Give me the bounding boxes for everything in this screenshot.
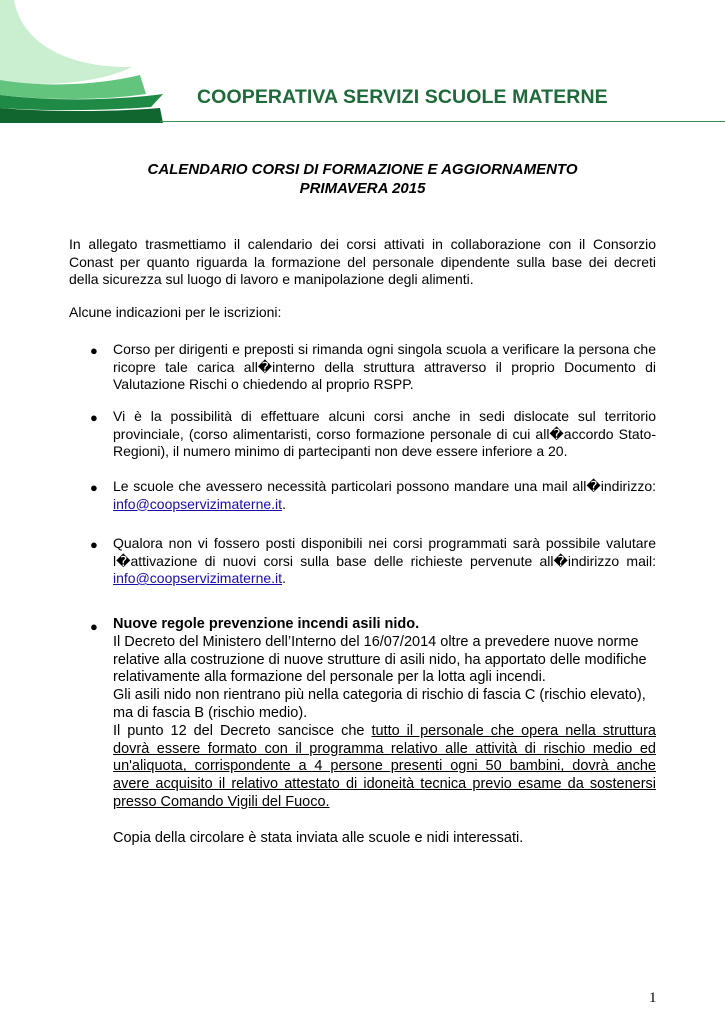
fire-line-mixed: [113, 723, 656, 741]
bullet-item-managers: Corso per dirigenti e preposti si rimanda ogni singola scuola a verificare la persona che ricopre tale carica all�interno della struttura attraverso il proprio Documento di Valutazione Rischi o chiedendo al proprio RSPP.: [113, 341, 656, 392]
title-line-2: PRIMAVERA 2015: [299, 180, 426, 197]
special-needs-text: Le scuole che avessero necessità particolari possono mandare una mail all�indirizzo:: [113, 478, 656, 494]
new-courses-text: Qualora non vi fossero posti disponibili nei corsi programmati sarà possibile valutare l�attivazione di nuovi corsi sulla base delle richieste pervenute all�indirizzo mail:: [113, 535, 656, 569]
header-divider: [160, 121, 725, 122]
fire-underlined-text: tutto il personale che opera nella struttura: [371, 722, 656, 739]
email-link[interactable]: info@coopservizimaterne.it: [113, 570, 283, 586]
fire-underlined-line: dovrà essere formato con il programma relativo alle attività di rischio medio ed: [113, 740, 656, 757]
intro-paragraph: In allegato trasmettiamo il calendario dei corsi attivati in collaborazione con il Consorzio Conast per quanto riguarda la formazione del personale dipendente sulla base dei decreti della sicurezza sul luogo di lavoro e manipolazione degli alimenti.: [69, 236, 656, 287]
bullet-icon: ●: [90, 480, 98, 495]
fire-underlined-line: un'aliquota, corrispondente a 4 persone presenti ogni 50 bambini, dovrà anche: [113, 758, 656, 775]
organization-name: COOPERATIVA SERVIZI SCUOLE MATERNE: [197, 86, 608, 108]
fire-line: Gli asili nido non rientrano più nella categoria di rischio di fascia C (rischio elevato),: [113, 687, 646, 704]
punctuation: .: [282, 495, 286, 512]
bullet-icon: ●: [90, 537, 98, 552]
bullet-item-special-needs: [113, 478, 656, 513]
fire-line: ma di fascia B (rischio medio).: [113, 704, 308, 721]
bullet-icon: ●: [90, 619, 98, 634]
fire-line: relativamente alla formazione del personale per la lotta agli incendi.: [113, 669, 546, 686]
fire-prevention-section: [113, 616, 656, 847]
email-link[interactable]: info@coopservizimaterne.it: [113, 495, 283, 512]
title-line-1: CALENDARIO CORSI DI FORMAZIONE E AGGIORNAMENTO: [147, 161, 578, 178]
fire-line: Il Decreto del Ministero dell’Interno del 16/07/2014 oltre a prevedere nuove norme: [113, 633, 639, 650]
fire-line: relative alla costruzione di nuove strutture di asili nido, ha apportato delle modifiche: [113, 651, 647, 668]
bullet-icon: ●: [90, 410, 98, 425]
spacer: [113, 812, 656, 830]
document-title: [60, 160, 665, 198]
bullet-icon: ●: [90, 343, 98, 358]
bullet-item-local-courses: Vi è la possibilità di effettuare alcuni corsi anche in sedi dislocate sul territorio provinciale, (corso alimentaristi, corso formazione personale di cui all�accordo Stato- Regioni), il numero minimo di partecipanti non deve essere inferiore a 20.: [113, 408, 656, 459]
bullet-item-new-courses: [113, 535, 656, 588]
fire-prevention-heading: Nuove regole prevenzione incendi asili nido.: [113, 616, 420, 632]
fire-underlined-line: presso Comando Vigili del Fuoco.: [113, 793, 330, 810]
fire-underlined-line: avere acquisito il relativo attestato di idoneità tecnica previo esame da sostenersi: [113, 776, 656, 793]
closing-note: Copia della circolare è stata inviata alle scuole e nidi interessati.: [113, 829, 524, 846]
fire-plain-text: Il punto 12 del Decreto sancisce che: [113, 722, 372, 739]
punctuation: .: [282, 570, 286, 586]
page-number: 1: [649, 990, 657, 1006]
company-logo-graphic: [0, 0, 170, 125]
subscriptions-intro: Alcune indicazioni per le iscrizioni:: [69, 304, 282, 320]
